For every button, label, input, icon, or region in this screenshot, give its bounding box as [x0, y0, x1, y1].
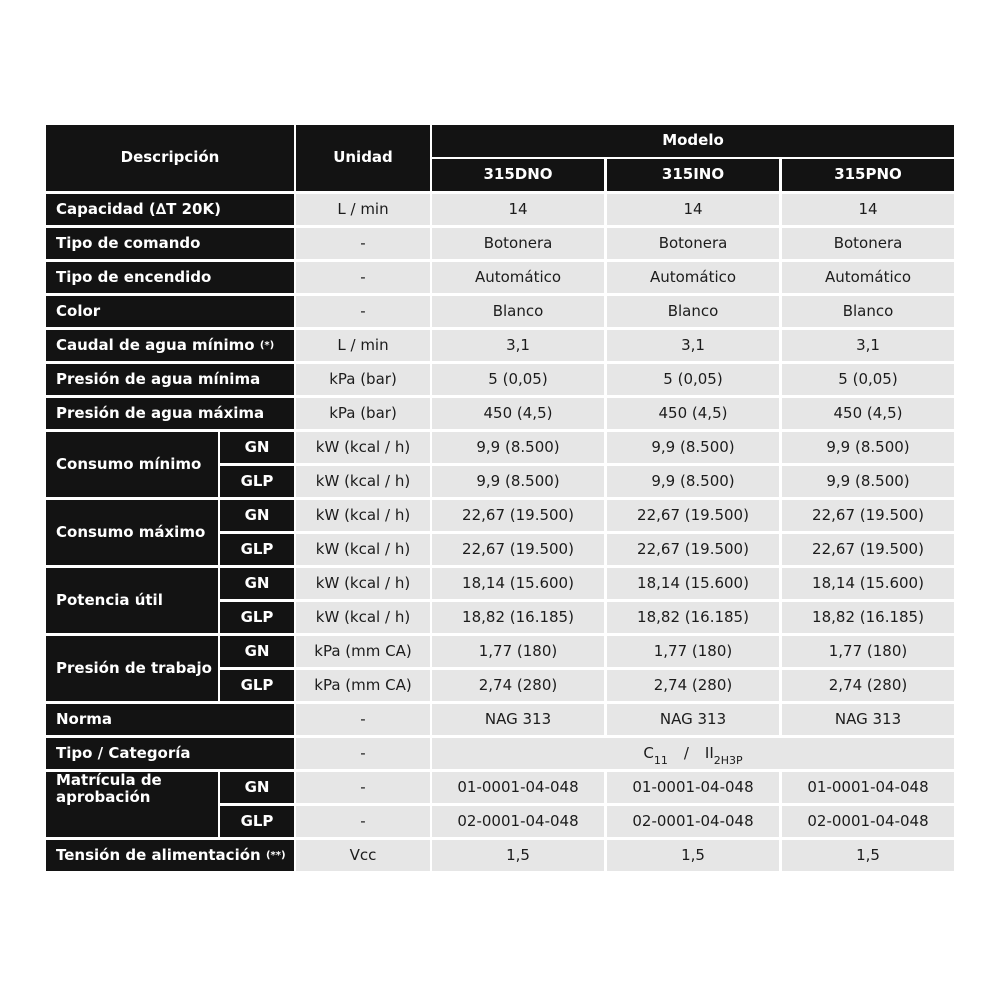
value-presion-trabajo-gn-dno: 1,77 (180) [432, 636, 604, 667]
row-value-tipo-comando-ino: Botonera [607, 228, 779, 259]
value-presion-trabajo-gn-pno: 1,77 (180) [782, 636, 954, 667]
unit-matricula-glp: - [296, 806, 430, 837]
gas-glp: GLP [220, 670, 294, 701]
value-matricula-gn-ino: 01-0001-04-048 [607, 772, 779, 803]
row-unit-tipo-categoria: - [296, 738, 430, 769]
value-potencia-util-gn-dno: 18,14 (15.600) [432, 568, 604, 599]
categoria-c-sub: 11 [653, 753, 668, 767]
value-consumo-minimo-glp-ino: 9,9 (8.500) [607, 466, 779, 497]
unit-potencia-util-gn: kW (kcal / h) [296, 568, 430, 599]
value-potencia-util-glp-dno: 18,82 (16.185) [432, 602, 604, 633]
row-value-color-pno: Blanco [782, 296, 954, 327]
value-potencia-util-glp-ino: 18,82 (16.185) [607, 602, 779, 633]
row-unit-presion-maxima: kPa (bar) [296, 398, 430, 429]
value-consumo-minimo-gn-pno: 9,9 (8.500) [782, 432, 954, 463]
row-label-color: Color [46, 296, 294, 327]
row-value-presion-maxima-ino: 450 (4,5) [607, 398, 779, 429]
value-consumo-minimo-glp-pno: 9,9 (8.500) [782, 466, 954, 497]
value-presion-trabajo-glp-dno: 2,74 (280) [432, 670, 604, 701]
caudal-minimo-note: (*) [259, 339, 275, 351]
row-value-caudal-minimo-dno: 3,1 [432, 330, 604, 361]
caudal-minimo-text: Caudal de agua mínimo [56, 335, 255, 354]
row-label-tipo-comando: Tipo de comando [46, 228, 294, 259]
row-value-tipo-comando-dno: Botonera [432, 228, 604, 259]
header-descripcion: Descripción [46, 125, 294, 191]
value-consumo-maximo-gn-dno: 22,67 (19.500) [432, 500, 604, 531]
row-label-caudal-minimo [46, 330, 294, 361]
row-unit-tipo-encendido: - [296, 262, 430, 293]
value-potencia-util-gn-pno: 18,14 (15.600) [782, 568, 954, 599]
unit-presion-trabajo-glp: kPa (mm CA) [296, 670, 430, 701]
row-value-caudal-minimo-pno: 3,1 [782, 330, 954, 361]
model-315dno: 315DNO [432, 159, 604, 191]
row-value-capacidad-dno: 14 [432, 194, 604, 225]
row-value-norma-ino: NAG 313 [607, 704, 779, 735]
gas-gn: GN [220, 568, 294, 599]
gas-glp: GLP [220, 806, 294, 837]
row-value-presion-minima-ino: 5 (0,05) [607, 364, 779, 395]
row-unit-color: - [296, 296, 430, 327]
value-matricula-gn-pno: 01-0001-04-048 [782, 772, 954, 803]
value-consumo-maximo-gn-ino: 22,67 (19.500) [607, 500, 779, 531]
row-value-caudal-minimo-ino: 3,1 [607, 330, 779, 361]
row-value-tipo-comando-pno: Botonera [782, 228, 954, 259]
row-value-tension-ino: 1,5 [607, 840, 779, 871]
row-unit-capacidad: L / min [296, 194, 430, 225]
row-value-presion-maxima-pno: 450 (4,5) [782, 398, 954, 429]
model-315pno: 315PNO [782, 159, 954, 191]
value-consumo-maximo-glp-ino: 22,67 (19.500) [607, 534, 779, 565]
value-potencia-util-glp-pno: 18,82 (16.185) [782, 602, 954, 633]
unit-consumo-minimo-gn: kW (kcal / h) [296, 432, 430, 463]
row-unit-tension: Vcc [296, 840, 430, 871]
gas-gn: GN [220, 432, 294, 463]
tension-note: (**) [265, 849, 286, 861]
group-label-presion-trabajo: Presión de trabajo [46, 636, 218, 701]
row-label-presion-maxima: Presión de agua máxima [46, 398, 294, 429]
row-value-capacidad-pno: 14 [782, 194, 954, 225]
row-value-tension-pno: 1,5 [782, 840, 954, 871]
row-unit-presion-minima: kPa (bar) [296, 364, 430, 395]
row-label-capacidad: Capacidad (∆T 20K) [46, 194, 294, 225]
gas-glp: GLP [220, 602, 294, 633]
unit-potencia-util-glp: kW (kcal / h) [296, 602, 430, 633]
unit-presion-trabajo-gn: kPa (mm CA) [296, 636, 430, 667]
value-potencia-util-gn-ino: 18,14 (15.600) [607, 568, 779, 599]
unit-consumo-maximo-gn: kW (kcal / h) [296, 500, 430, 531]
value-presion-trabajo-gn-ino: 1,77 (180) [607, 636, 779, 667]
row-value-tension-dno: 1,5 [432, 840, 604, 871]
unit-matricula-gn: - [296, 772, 430, 803]
categoria-ii-main: II [704, 743, 714, 762]
value-consumo-maximo-gn-pno: 22,67 (19.500) [782, 500, 954, 531]
matricula-line2: aprobación [56, 788, 151, 807]
value-matricula-glp-pno: 02-0001-04-048 [782, 806, 954, 837]
gas-gn: GN [220, 636, 294, 667]
categoria-c-main: C [643, 743, 654, 762]
row-label-tipo-categoria: Tipo / Categoría [46, 738, 294, 769]
gas-gn: GN [220, 500, 294, 531]
row-value-presion-minima-pno: 5 (0,05) [782, 364, 954, 395]
value-matricula-gn-dno: 01-0001-04-048 [432, 772, 604, 803]
value-matricula-glp-ino: 02-0001-04-048 [607, 806, 779, 837]
categoria-separator: / [683, 743, 689, 762]
value-consumo-minimo-gn-ino: 9,9 (8.500) [607, 432, 779, 463]
matricula-line1: Matrícula de [56, 771, 162, 789]
row-label-presion-minima: Presión de agua mínima [46, 364, 294, 395]
row-value-tipo-encendido-dno: Automático [432, 262, 604, 293]
row-label-norma: Norma [46, 704, 294, 735]
group-label-matricula [46, 772, 218, 837]
header-modelo: Modelo [432, 125, 954, 157]
row-value-tipo-encendido-pno: Automático [782, 262, 954, 293]
tension-text: Tensión de alimentación [56, 845, 261, 864]
unit-consumo-minimo-glp: kW (kcal / h) [296, 466, 430, 497]
categoria-ii-sub: 2H3P [713, 753, 743, 767]
group-label-potencia-util: Potencia útil [46, 568, 218, 633]
gas-gn: GN [220, 772, 294, 803]
gas-glp: GLP [220, 466, 294, 497]
row-label-tension [46, 840, 294, 871]
row-value-color-ino: Blanco [607, 296, 779, 327]
row-value-capacidad-ino: 14 [607, 194, 779, 225]
header-unidad: Unidad [296, 125, 430, 191]
model-315ino: 315INO [607, 159, 779, 191]
row-unit-caudal-minimo: L / min [296, 330, 430, 361]
row-value-norma-dno: NAG 313 [432, 704, 604, 735]
value-consumo-maximo-glp-pno: 22,67 (19.500) [782, 534, 954, 565]
row-unit-tipo-comando: - [296, 228, 430, 259]
row-value-tipo-categoria [432, 738, 954, 769]
categoria-c [643, 743, 668, 767]
value-consumo-maximo-glp-dno: 22,67 (19.500) [432, 534, 604, 565]
row-value-norma-pno: NAG 313 [782, 704, 954, 735]
row-value-presion-minima-dno: 5 (0,05) [432, 364, 604, 395]
gas-glp: GLP [220, 534, 294, 565]
value-consumo-minimo-glp-dno: 9,9 (8.500) [432, 466, 604, 497]
row-value-tipo-encendido-ino: Automático [607, 262, 779, 293]
group-label-consumo-maximo: Consumo máximo [46, 500, 218, 565]
row-value-presion-maxima-dno: 450 (4,5) [432, 398, 604, 429]
value-matricula-glp-dno: 02-0001-04-048 [432, 806, 604, 837]
value-presion-trabajo-glp-pno: 2,74 (280) [782, 670, 954, 701]
categoria-ii [704, 743, 743, 767]
row-label-tipo-encendido: Tipo de encendido [46, 262, 294, 293]
unit-consumo-maximo-glp: kW (kcal / h) [296, 534, 430, 565]
row-value-color-dno: Blanco [432, 296, 604, 327]
value-presion-trabajo-glp-ino: 2,74 (280) [607, 670, 779, 701]
value-consumo-minimo-gn-dno: 9,9 (8.500) [432, 432, 604, 463]
group-label-consumo-minimo: Consumo mínimo [46, 432, 218, 497]
row-unit-norma: - [296, 704, 430, 735]
